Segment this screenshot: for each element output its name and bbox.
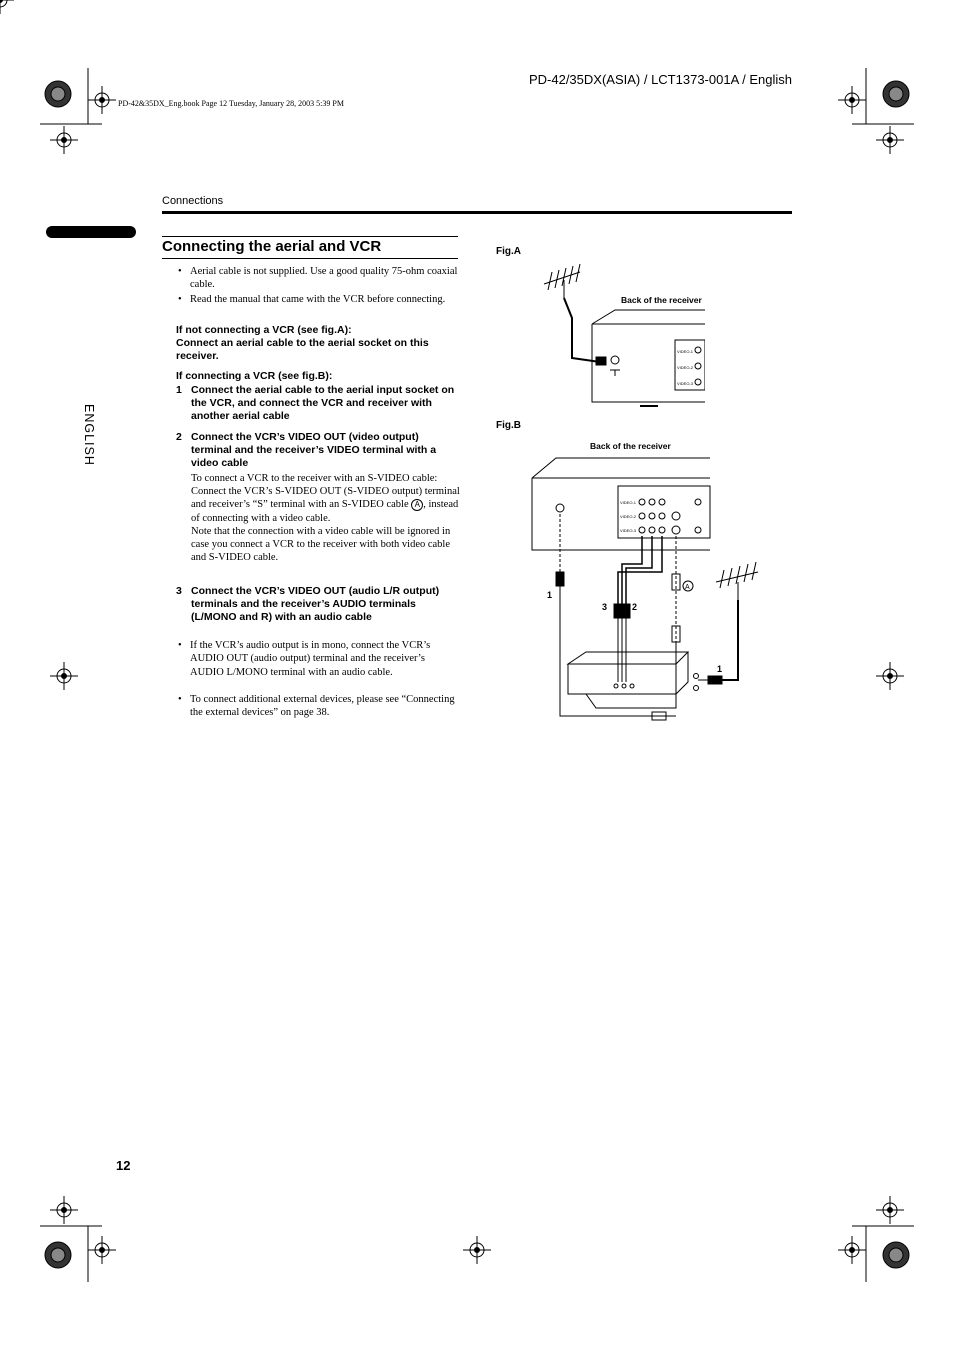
page-heading: Connecting the aerial and VCR xyxy=(162,238,382,255)
circle-a-marker: A xyxy=(411,499,423,511)
heading-rule-top xyxy=(162,236,458,237)
fig-b-diagram xyxy=(526,454,766,726)
header-rule xyxy=(162,211,792,214)
intro-bullet: • Aerial cable is not supplied. Use a good quality 75-ohm coaxial cable. xyxy=(178,266,458,291)
fig-a-jack-label: VIDEO-3 xyxy=(677,381,694,386)
step-1: 1 Connect the aerial cable to the aerial input socket on the VCR, and connect the VCR and receiver with another aerial cable xyxy=(176,384,455,423)
fig-a-label: Fig.A xyxy=(496,246,521,257)
step-3: 3 Connect the VCR’s VIDEO OUT (audio L/R output) terminals and the receiver’s AUDIO terminals (L/MONO and R) with an audio cable xyxy=(176,585,440,624)
fig-b-jack-label: VIDEO-3 xyxy=(620,528,637,533)
book-info: PD-42&35DX_Eng.book Page 12 Tuesday, January 28, 2003 5:39 PM xyxy=(118,99,344,108)
step-2-note: To connect a VCR to the receiver with an S-VIDEO cable: Connect the VCR’s S-VIDEO OUT (S-VIDEO output) terminal and receiver’s “S” terminal with an S-VIDEO cable A , instead of connecting with a video cable. Note that the connection with a video cable will be ignored in case you connect a VCR to the receiver with both video cable and S-VIDEO cable. xyxy=(191,473,460,564)
fig-a-caption: Back of the receiver xyxy=(621,295,702,305)
fig-a-jack-label: VIDEO-1 xyxy=(677,349,694,354)
side-language-label: ENGLISH xyxy=(82,404,96,466)
fig-b-jack-label: VIDEO-2 xyxy=(620,514,637,519)
intro-bullet: • Read the manual that came with the VCR before connecting. xyxy=(178,294,446,305)
fig-b-jack-label: VIDEO-1 xyxy=(620,500,637,505)
model-line: PD-42/35DX(ASIA) / LCT1373-001A / English xyxy=(528,72,792,87)
fig-b-marker: 1 xyxy=(717,664,723,674)
heading-rule-bottom xyxy=(162,258,458,259)
side-tab-bar xyxy=(46,226,136,238)
end-bullet: • To connect additional external devices, please see “Connecting the external devices” on page 38. xyxy=(178,694,455,719)
fig-b-caption: Back of the receiver xyxy=(590,441,671,451)
with-vcr-title: If connecting a VCR (see fig.B): xyxy=(176,370,333,382)
page-number: 12 xyxy=(116,1158,131,1173)
fig-a-jack-label: VIDEO-2 xyxy=(677,365,694,370)
step-2: 2 Connect the VCR’s VIDEO OUT (video output) terminal and the receiver’s VIDEO terminal with a video cable xyxy=(176,431,437,470)
end-bullet: • If the VCR’s audio output is in mono, connect the VCR’s AUDIO OUT (audio output) terminal and the receiver’s AUDIO L/MONO terminal with an audio cable. xyxy=(178,640,431,678)
fig-b-circle-a: A xyxy=(685,584,690,591)
fig-b-marker: 2 xyxy=(632,602,638,612)
fig-a-diagram xyxy=(540,262,705,408)
no-vcr-title: If not connecting a VCR (see fig.A): xyxy=(176,324,352,336)
no-vcr-text: Connect an aerial cable to the aerial socket on this receiver. xyxy=(176,337,429,363)
fig-b-marker: 1 xyxy=(547,590,553,600)
fig-b-marker: 3 xyxy=(602,602,608,612)
section-label: Connections xyxy=(162,195,224,207)
fig-b-label: Fig.B xyxy=(496,420,521,431)
